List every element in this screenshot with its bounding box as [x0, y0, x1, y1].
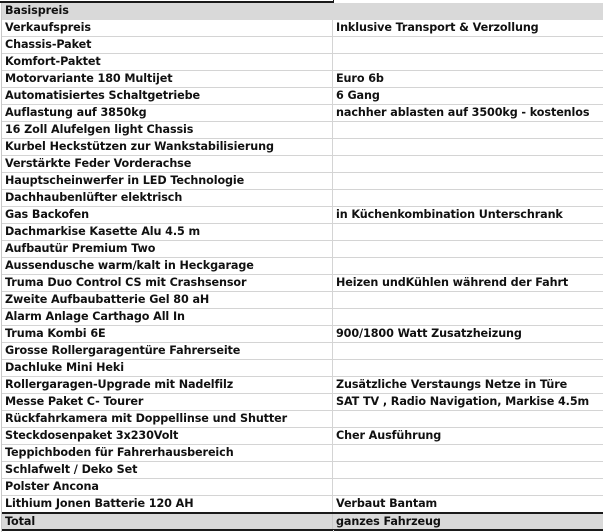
value-cell[interactable]: Verbaut Bantam	[336, 497, 438, 510]
value-cell[interactable]	[333, 224, 603, 240]
value-cell[interactable]	[333, 292, 603, 308]
label-cell[interactable]: Automatisiertes Schaltgetriebe	[2, 88, 333, 104]
label-cell[interactable]: Polster Ancona	[2, 479, 333, 495]
value-cell[interactable]	[333, 37, 603, 53]
table-row	[2, 292, 603, 309]
table-row	[2, 377, 603, 394]
value-cell[interactable]	[333, 54, 603, 70]
value-cell[interactable]	[333, 156, 603, 172]
table-row	[2, 88, 603, 105]
value-cell[interactable]	[333, 190, 603, 206]
label-cell[interactable]: Verkaufspreis	[2, 20, 333, 36]
table-row	[2, 71, 603, 88]
table-row	[2, 105, 603, 122]
total-row	[2, 512, 603, 531]
options-table	[2, 3, 603, 531]
value-cell[interactable]: Heizen undKühlen während der Fahrt	[336, 276, 569, 289]
label-cell[interactable]: Gas Backofen	[2, 207, 333, 223]
label-cell[interactable]: Truma Duo Control CS mit Crashsensor	[2, 275, 333, 291]
label-cell[interactable]: Aufbautür Premium Two	[2, 241, 333, 257]
value-cell[interactable]: Cher Ausführung	[336, 429, 442, 442]
label-cell[interactable]: Hauptscheinwerfer in LED Technologie	[2, 173, 333, 189]
table-row	[2, 122, 603, 139]
value-cell[interactable]	[333, 343, 603, 359]
label-cell[interactable]: Steckdosenpaket 3x230Volt	[2, 428, 333, 444]
value-cell[interactable]: nachher ablasten auf 3500kg - kostenlos	[336, 106, 590, 119]
table-row	[2, 207, 603, 224]
value-cell[interactable]: Zusätzliche Verstaungs Netze in Türe	[336, 378, 568, 391]
table-row	[2, 428, 603, 445]
value-cell[interactable]	[333, 258, 603, 274]
table-row	[2, 156, 603, 173]
label-cell[interactable]: Komfort-Paktet	[2, 54, 333, 70]
value-cell[interactable]	[333, 411, 603, 427]
table-row	[2, 37, 603, 54]
table-row	[2, 462, 603, 479]
table-row	[2, 326, 603, 343]
label-cell[interactable]: Dachluke Mini Heki	[2, 360, 333, 376]
table-row	[2, 258, 603, 275]
label-cell[interactable]: Dachhaubenlüfter elektrisch	[2, 190, 333, 206]
value-cell[interactable]: in Küchenkombination Unterschrank	[336, 208, 563, 221]
table-row	[2, 360, 603, 377]
table-row	[2, 275, 603, 292]
value-cell[interactable]	[333, 122, 603, 138]
value-cell[interactable]	[333, 479, 603, 495]
label-cell[interactable]: Lithium Jonen Batterie 120 AH	[2, 496, 333, 512]
value-cell[interactable]: 900/1800 Watt Zusatzheizung	[336, 327, 522, 340]
total-label-cell[interactable]: Total	[2, 514, 333, 529]
value-cell[interactable]	[333, 309, 603, 325]
label-cell[interactable]: Zweite Aufbaubatterie Gel 80 aH	[2, 292, 333, 308]
table-row	[2, 411, 603, 428]
label-cell[interactable]: Messe Paket C- Tourer	[2, 394, 333, 410]
table-row	[2, 343, 603, 360]
label-cell[interactable]: Truma Kombi 6E	[2, 326, 333, 342]
table-row	[2, 224, 603, 241]
table-row	[2, 496, 603, 513]
table-row	[2, 241, 603, 258]
table-row	[2, 190, 603, 207]
table-row	[2, 20, 603, 37]
label-cell[interactable]: Alarm Anlage Carthago All In	[2, 309, 333, 325]
header-value-cell[interactable]	[333, 3, 603, 19]
label-cell[interactable]: Motorvariante 180 Multijet	[2, 71, 333, 87]
label-cell[interactable]: Rollergaragen-Upgrade mit Nadelfilz	[2, 377, 333, 393]
total-value-cell[interactable]: ganzes Fahrzeug	[336, 515, 441, 528]
label-cell[interactable]: Rückfahrkamera mit Doppellinse und Shutter	[2, 411, 333, 427]
value-cell[interactable]: Inklusive Transport & Verzollung	[336, 21, 539, 34]
value-cell[interactable]	[333, 445, 603, 461]
label-cell[interactable]: Dachmarkise Kasette Alu 4.5 m	[2, 224, 333, 240]
table-row	[2, 479, 603, 496]
label-cell[interactable]: Aussendusche warm/kalt in Heckgarage	[2, 258, 333, 274]
label-cell[interactable]: Chassis-Paket	[2, 37, 333, 53]
label-cell[interactable]: Schlafwelt / Deko Set	[2, 462, 333, 478]
value-cell[interactable]	[333, 173, 603, 189]
value-cell[interactable]: 6 Gang	[336, 89, 380, 102]
label-cell[interactable]: Teppichboden für Fahrerhausbereich	[2, 445, 333, 461]
label-cell[interactable]: Grosse Rollergaragentüre Fahrerseite	[2, 343, 333, 359]
header-label-cell[interactable]: Basispreis	[2, 3, 333, 19]
label-cell[interactable]: Verstärkte Feder Vorderachse	[2, 156, 333, 172]
table-row	[2, 394, 603, 411]
label-cell[interactable]: Kurbel Heckstützen zur Wankstabilisierung	[2, 139, 333, 155]
value-cell[interactable]	[333, 462, 603, 478]
value-cell[interactable]: Euro 6b	[336, 72, 384, 85]
value-cell[interactable]	[333, 139, 603, 155]
table-row	[2, 309, 603, 326]
value-cell[interactable]	[333, 241, 603, 257]
header-row	[2, 3, 603, 20]
label-cell[interactable]: Auflastung auf 3850kg	[2, 105, 333, 121]
value-cell[interactable]: SAT TV , Radio Navigation, Markise 4.5m	[336, 395, 590, 408]
label-cell[interactable]: 16 Zoll Alufelgen light Chassis	[2, 122, 333, 138]
table-row	[2, 173, 603, 190]
table-row	[2, 54, 603, 71]
table-row	[2, 445, 603, 462]
table-row	[2, 139, 603, 156]
value-cell[interactable]	[333, 360, 603, 376]
